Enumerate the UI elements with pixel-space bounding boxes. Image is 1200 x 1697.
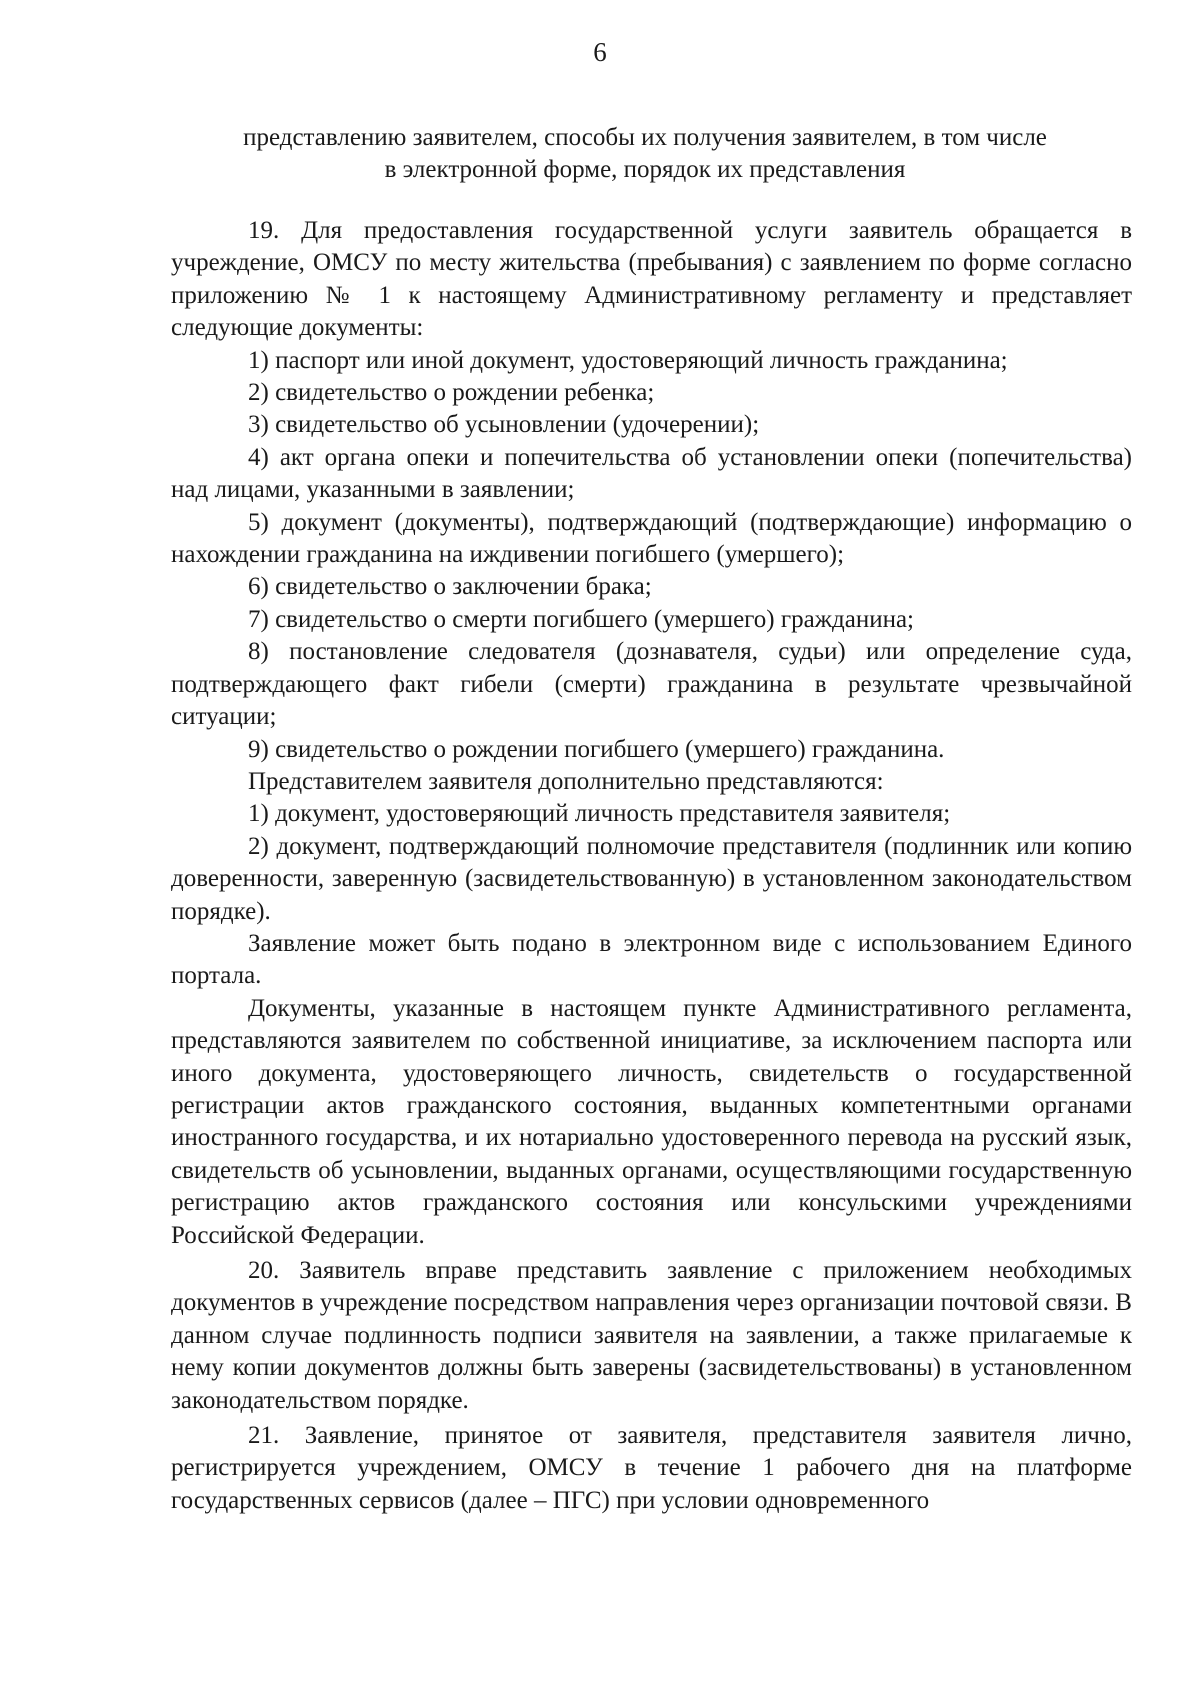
paragraph: Представителем заявителя дополнительно представляются: [248, 767, 884, 795]
list-item: 2) свидетельство о рождении ребенка; [248, 379, 655, 407]
list-item: 7) свидетельство о смерти погибшего (умершего) гражданина; [248, 605, 915, 633]
page-number: 6 [593, 37, 607, 67]
list-item: 4) акт органа опеки и попечительства об установлении опеки (попечительства) над лицами, указанными в заявлении; [171, 443, 1132, 504]
list-item: 1) документ, удостоверяющий личность представителя заявителя; [248, 800, 951, 828]
list-item: 9) свидетельство о рождении погибшего (умершего) гражданина. [248, 735, 945, 763]
list-item: 8) постановление следователя (дознавателя, судьи) или определение суда, подтверждающего факт гибели (смерти) гражданина в результате чрезвычайной ситуации; [171, 638, 1132, 731]
list-item: 1) паспорт или иной документ, удостоверяющий личность гражданина; [248, 346, 1008, 374]
paragraph-21: 21. Заявление, принятое от заявителя, представителя заявителя лично, регистрируется учреждением, ОМСУ в течение 1 рабочего дня на платформе государственных сервисов (далее – ПГС) при условии одновременного [171, 1422, 1132, 1514]
list-item: 5) документ (документы), подтверждающий (подтверждающие) информацию о нахождении гражданина на иждивении погибшего (умершего); [171, 508, 1132, 569]
list-item: 3) свидетельство об усыновлении (удочерении); [248, 411, 760, 439]
section-heading-line-1: представлению заявителем, способы их получения заявителем, в том числе [243, 124, 1047, 151]
paragraph-20: 20. Заявитель вправе представить заявление с приложением необходимых документов в учреждение посредством направления через организации почтовой связи. В данном случае подлинность подписи заявителя на заявлении, а также прилагаемые к нему копии документов должны быть заверены (засвидетельствованы) в установленном законодательством порядке. [171, 1257, 1132, 1414]
section-heading [170, 122, 1120, 186]
paragraph: Заявление может быть подано в электронном виде с использованием Единого портала. [171, 929, 1132, 990]
list-item: 6) свидетельство о заключении брака; [248, 573, 652, 601]
paragraph: Документы, указанные в настоящем пункте Административного регламента, представляются заявителем по собственной инициативе, за исключением паспорта или иного документа, удостоверяющего личность, свидетельств о государственной регистрации актов гражданского состояния, выданных компетентными органами иностранного государства, и их нотариально удостоверенного перевода на русский язык, свидетельств об усыновлении, выданных органами, осуществляющими государственную регистрацию актов гражданского состояния или консульскими учреждениями Российской Федерации. [171, 994, 1132, 1249]
paragraph-19: 19. Для предоставления государственной услуги заявитель обращается в учреждение, ОМСУ по месту жительства (пребывания) с заявлением по форме согласно приложению № 1 к настоящему Административному регламенту и представляет следующие документы: [171, 217, 1132, 342]
list-item: 2) документ, подтверждающий полномочие представителя (подлинник или копию доверенности, заверенную (засвидетельствованную) в установленном законодательством порядке). [171, 832, 1132, 925]
document-body [171, 215, 1132, 1517]
section-heading-line-2: в электронной форме, порядок их представления [384, 156, 906, 183]
